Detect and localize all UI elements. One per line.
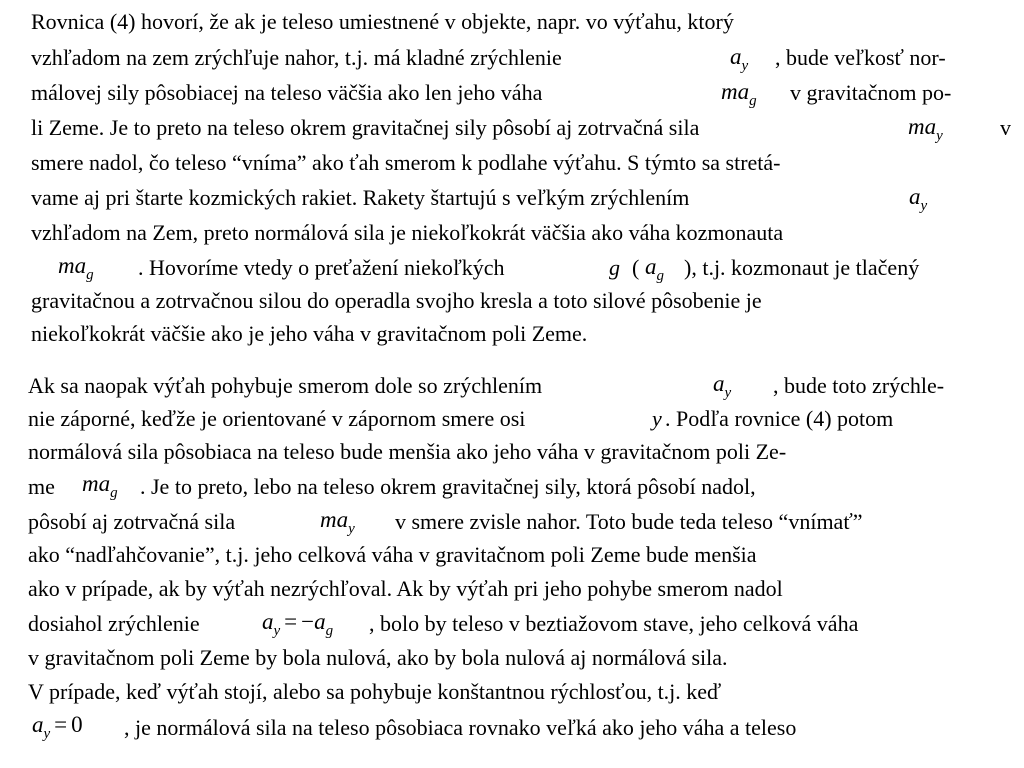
text-line: v smere zvisle nahor. Toto bude teda teleso “vnímať” [395, 509, 863, 534]
text-line: Ak sa naopak výťah pohybuje smerom dole so zrýchlením [28, 373, 543, 398]
math-a-y: $a_y$ [713, 371, 732, 401]
text-symbol-g: g [609, 255, 620, 280]
math-a-g: $a_g$ [645, 254, 664, 284]
text-paren: ( [632, 255, 640, 280]
text-line: smere nadol, čo teleso “vníma” ako ťah smerom k podlahe výťahu. S týmto sa stretá- [31, 150, 781, 175]
text-line: dosiahol zrýchlenie [28, 611, 200, 636]
text-line: , bolo by teleso v beztiažovom stave, jeho celková váha [369, 611, 859, 636]
text-line: vzhľadom na Zem, preto normálová sila je niekoľkokrát väčšia ako váha kozmonauta [31, 220, 784, 245]
text-line: nie záporné, keďže je orientované v zápornom smere osi [28, 406, 526, 431]
text-line: , je normálová sila na teleso pôsobiaca rovnako veľká ako jeho váha a teleso [124, 715, 797, 740]
text-symbol-y: y [652, 406, 662, 431]
text-line: normálová sila pôsobiaca na teleso bude menšia ako jeho váha v gravitačnom poli Ze- [28, 439, 787, 464]
text-line: me [28, 474, 55, 499]
text-line: . Podľa rovnice (4) potom [665, 406, 894, 431]
text-line: ), t.j. kozmonaut je tlačený [684, 255, 920, 280]
text-line: , bude toto zrýchle- [773, 373, 945, 398]
text-line: vame aj pri štarte kozmických rakiet. Rakety štartujú s veľkým zrýchlením [31, 185, 690, 210]
text-line: . Je to preto, lebo na teleso okrem gravitačnej sily, ktorá pôsobí nadol, [140, 474, 756, 499]
math-m-a-g: $ma_g$ [721, 79, 757, 109]
math-equation-ay-zero: $a_y = 0$ [32, 712, 83, 742]
math-m-a-g: $ma_g$ [58, 253, 94, 283]
text-line: . Hovoríme vtedy o preťažení niekoľkých [138, 255, 505, 280]
text-line: niekoľkokrát väčšie ako je jeho váha v gravitačnom poli Zeme. [31, 321, 588, 346]
math-m-a-y: $ma_y$ [908, 114, 943, 144]
text-line: ako v prípade, ak by výťah nezrýchľoval. Ak by výťah pri jeho pohybe smerom nadol [28, 576, 783, 601]
text-line: ako “nadľahčovanie”, t.j. jeho celková váha v gravitačnom poli Zeme bude menšia [28, 542, 757, 567]
math-a-y: $a_y$ [730, 44, 749, 74]
math-equation-ay-neg-ag: $a_y = -a_g$ [262, 609, 334, 639]
text-line: vzhľadom na zem zrýchľuje nahor, t.j. má kladné zrýchlenie [31, 45, 562, 70]
text-line: li Zeme. Je to preto na teleso okrem gravitačnej sily pôsobí aj zotrvačná sila [31, 115, 700, 140]
text-line: v [1000, 115, 1011, 140]
math-m-a-g: $ma_g$ [82, 471, 118, 501]
math-a-y: $a_y$ [909, 184, 928, 214]
text-line: Rovnica (4) hovorí, že ak je teleso umiestnené v objekte, napr. vo výťahu, ktorý [31, 9, 734, 34]
text-line: , bude veľkosť nor- [775, 45, 946, 70]
text-line: gravitačnou a zotrvačnou silou do operadla svojho kresla a toto silové pôsobenie je [31, 288, 762, 313]
text-line: málovej sily pôsobiacej na teleso väčšia ako len jeho váha [31, 80, 543, 105]
text-line: V prípade, keď výťah stojí, alebo sa pohybuje konštantnou rýchlosťou, t.j. keď [28, 679, 722, 704]
math-m-a-y: $ma_y$ [320, 507, 355, 537]
text-line: v gravitačnom poli Zeme by bola nulová, ako by bola nulová aj normálová sila. [28, 645, 728, 670]
text-line: v gravitačnom po- [790, 80, 952, 105]
text-line: pôsobí aj zotrvačná sila [28, 509, 236, 534]
